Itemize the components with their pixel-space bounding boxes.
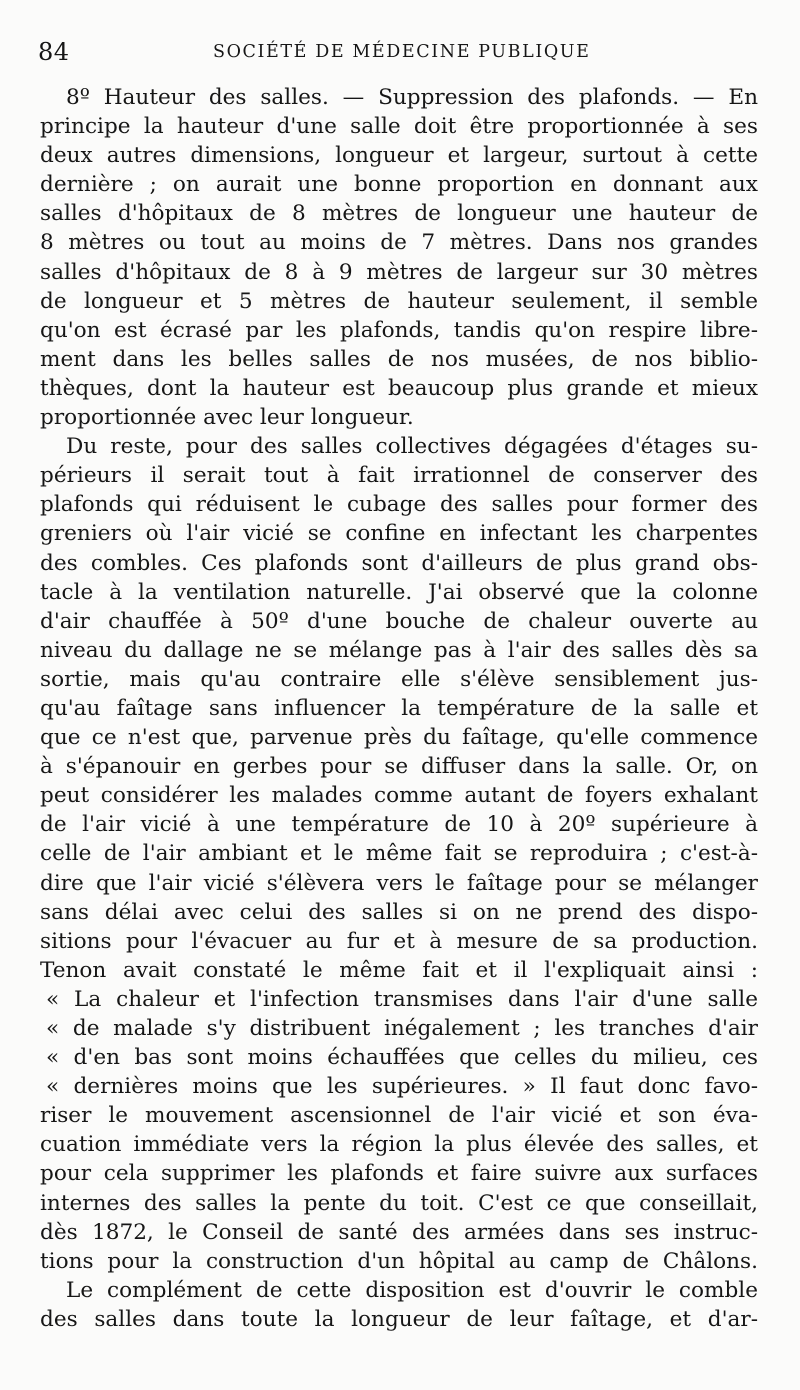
- text-line: d'air chauffée à 50º d'une bouche de chaleur ouverte au: [40, 608, 758, 634]
- text-line: sans délai avec celui des salles si on ne prend des dispo-: [40, 899, 758, 925]
- text-line: des combles. Ces plafonds sont d'ailleurs de plus grand obs-: [40, 550, 758, 576]
- page-number: 84: [38, 38, 70, 66]
- text-line: celle de l'air ambiant et le même fait se reproduira ; c'est-à-: [40, 841, 758, 867]
- running-head: SOCIÉTÉ DE MÉDECINE PUBLIQUE: [213, 42, 591, 62]
- text-line: qu'au faîtage sans influencer la température de la salle et: [40, 695, 758, 721]
- text-line: Du reste, pour des salles collectives dégagées d'étages su-: [66, 434, 758, 460]
- body-text: [40, 83, 758, 1334]
- text-line: « de malade s'y distribuent inégalement ; les tranches d'air: [46, 1016, 758, 1041]
- text-line: 8º Hauteur des salles. — Suppression des plafonds. — En: [66, 85, 758, 110]
- text-line: de l'air vicié à une température de 10 à 20º supérieure à: [40, 812, 758, 838]
- text-line: « dernières moins que les supérieures. » Il faut donc favo-: [46, 1074, 758, 1100]
- text-line: niveau du dallage ne se mélange pas à l'air des salles dès sa: [40, 637, 758, 663]
- text-line: greniers où l'air vicié se confine en infectant les charpentes: [40, 521, 758, 547]
- text-line: que ce n'est que, parvenue près du faîtage, qu'elle commence: [40, 725, 758, 751]
- text-line: 8 mètres ou tout au moins de 7 mètres. Dans nos grandes: [40, 230, 758, 256]
- text-line: de longueur et 5 mètres de hauteur seulement, il semble: [40, 288, 758, 314]
- text-line: deux autres dimensions, longueur et largeur, surtout à cette: [40, 143, 758, 169]
- text-line: dès 1872, le Conseil de santé des armées dans ses instruc-: [40, 1219, 758, 1245]
- text-line: salles d'hôpitaux de 8 à 9 mètres de largeur sur 30 mètres: [40, 259, 758, 285]
- text-line: cuation immédiate vers la région la plus élevée des salles, et: [40, 1132, 758, 1158]
- text-line: qu'on est écrasé par les plafonds, tandis qu'on respire libre-: [40, 317, 758, 343]
- text-line: thèques, dont la hauteur est beaucoup plus grande et mieux: [40, 375, 758, 401]
- text-line: ment dans les belles salles de nos musées, de nos biblio-: [40, 346, 758, 372]
- text-line: internes des salles la pente du toit. C'est ce que conseillait,: [40, 1190, 758, 1216]
- text-line: périeurs il serait tout à fait irrationnel de conserver des: [40, 463, 758, 489]
- text-line: des salles dans toute la longueur de leur faîtage, et d'ar-: [40, 1306, 758, 1332]
- text-line: à s'épanouir en gerbes pour se diffuser dans la salle. Or, on: [40, 754, 758, 780]
- text-line: dernière ; on aurait une bonne proportion en donnant aux: [40, 172, 758, 198]
- text-line: peut considérer les malades comme autant de foyers exhalant: [40, 783, 758, 809]
- text-line: pour cela supprimer les plafonds et faire suivre aux surfaces: [40, 1161, 758, 1187]
- text-line: riser le mouvement ascensionnel de l'air vicié et son éva-: [40, 1103, 758, 1129]
- text-line: dire que l'air vicié s'élèvera vers le faîtage pour se mélanger: [40, 870, 758, 896]
- text-line: salles d'hôpitaux de 8 mètres de longueur une hauteur de: [40, 201, 758, 227]
- text-line: plafonds qui réduisent le cubage des salles pour former des: [40, 492, 758, 518]
- text-line: tions pour la construction d'un hôpital au camp de Châlons.: [40, 1248, 758, 1274]
- text-line: sitions pour l'évacuer au fur et à mesure de sa production.: [40, 928, 758, 954]
- text-line: sortie, mais qu'au contraire elle s'élève sensiblement jus-: [40, 666, 758, 692]
- text-line: Tenon avait constaté le même fait et il l'expliquait ainsi :: [40, 957, 758, 983]
- text-line: proportionnée avec leur longueur.: [40, 405, 414, 431]
- text-line: « La chaleur et l'infection transmises dans l'air d'une salle: [46, 986, 758, 1012]
- page-header: [38, 30, 760, 70]
- text-line: Le complément de cette disposition est d'ouvrir le comble: [66, 1277, 758, 1303]
- text-line: « d'en bas sont moins échauffées que celles du milieu, ces: [46, 1045, 758, 1071]
- text-line: principe la hauteur d'une salle doit être proportionnée à ses: [40, 114, 758, 140]
- text-line: tacle à la ventilation naturelle. J'ai observé que la colonne: [40, 579, 758, 605]
